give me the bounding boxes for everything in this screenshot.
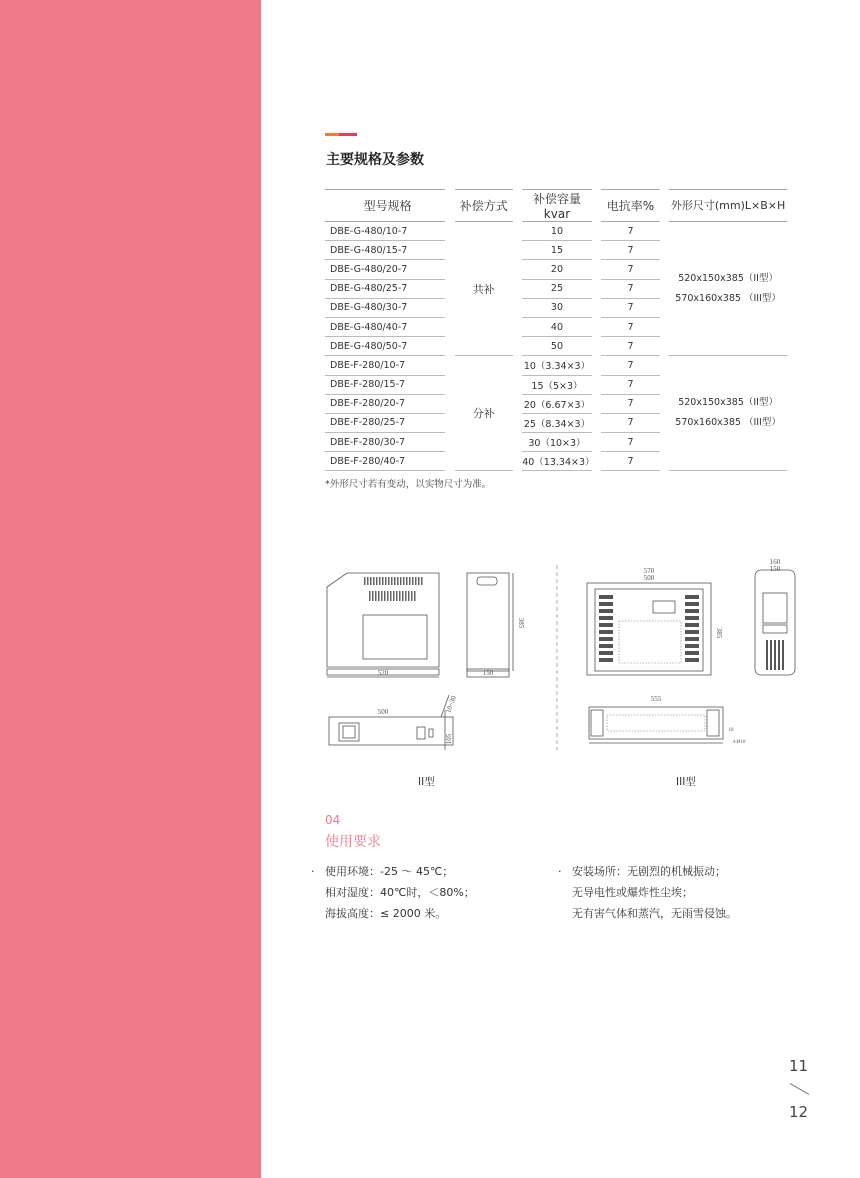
- model-cell: DBE-F-280/15-7: [325, 375, 445, 394]
- req-altitude: 海拔高度：≤ 2000 米。: [325, 907, 447, 920]
- capacity-cell: 10: [522, 222, 592, 241]
- dim-height-3: 385: [715, 627, 723, 639]
- section-title: 主要规格及参数: [326, 152, 424, 168]
- diagram-separator: [555, 565, 559, 750]
- reactance-rate-cell: 7: [601, 260, 659, 279]
- dim-width-front: 520: [377, 669, 389, 677]
- capacity-cell: 20（6.67×3）: [522, 394, 592, 413]
- reactance-rate-cell: 7: [601, 317, 659, 336]
- bullet-marker: ·: [558, 865, 562, 878]
- header-dimensions: 外形尺寸(mm)L×B×H: [669, 190, 787, 222]
- dim-depth-outer: 160: [769, 558, 781, 566]
- table-row: [325, 222, 787, 241]
- table-header-row: [325, 190, 787, 222]
- reactance-rate-cell: 7: [601, 394, 659, 413]
- dimension-line: 570x160x385 （III型）: [675, 292, 781, 304]
- type3-label: III型: [676, 776, 696, 788]
- model-cell: DBE-G-480/40-7: [325, 317, 445, 336]
- spec-table: [325, 189, 787, 471]
- type2-label: II型: [418, 776, 435, 788]
- sidebar-band: [0, 0, 261, 1178]
- dim-depth: 150: [482, 669, 494, 677]
- reactance-rate-cell: 7: [601, 337, 659, 356]
- reactance-rate-cell: 7: [601, 433, 659, 452]
- req-gas: 无有害气体和蒸汽，无雨雪侵蚀。: [572, 907, 737, 920]
- page-number-divider: [790, 1083, 810, 1095]
- capacity-cell: 20: [522, 260, 592, 279]
- req-environment: 使用环境：-25 ～ 45℃；: [325, 865, 454, 878]
- requirements-right: [558, 861, 737, 924]
- dim-height: 385: [517, 617, 525, 629]
- model-cell: DBE-F-280/30-7: [325, 433, 445, 452]
- capacity-cell: 25（8.34×3）: [522, 413, 592, 432]
- usage-requirements-title: 使用要求: [325, 834, 381, 850]
- dimension-line: 570x160x385 （III型）: [675, 417, 781, 429]
- capacity-cell: 15（5×3）: [522, 375, 592, 394]
- type3-diagram: [581, 558, 796, 755]
- dim-width-bottom: 555: [650, 695, 662, 703]
- dimension-line: 520x150x385（II型）: [678, 272, 778, 284]
- reactance-rate-cell: 7: [601, 241, 659, 260]
- model-cell: DBE-F-280/20-7: [325, 394, 445, 413]
- reactance-rate-cell: 7: [601, 279, 659, 298]
- dim-angle: 10~30: [444, 694, 458, 715]
- dimensions-cell: [669, 356, 787, 471]
- page-content: [261, 0, 860, 1178]
- header-mode: 补偿方式: [455, 190, 513, 222]
- capacity-cell: 30（10×3）: [522, 433, 592, 452]
- capacity-cell: 25: [522, 279, 592, 298]
- reactance-rate-cell: 7: [601, 375, 659, 394]
- capacity-cell: 50: [522, 337, 592, 356]
- dim-mount-a: 18: [728, 728, 734, 733]
- header-capacity: 补偿容量kvar: [522, 190, 592, 222]
- compensation-mode-cell: 分补: [455, 356, 513, 471]
- page-number-left: 11: [789, 1057, 809, 1075]
- type2-diagram: [321, 565, 525, 765]
- requirements-left: [311, 861, 475, 924]
- bullet-marker: ·: [311, 865, 315, 878]
- capacity-cell: 30: [522, 298, 592, 317]
- reactance-rate-cell: 7: [601, 413, 659, 432]
- reactance-rate-cell: 7: [601, 356, 659, 375]
- reactance-rate-cell: 7: [601, 222, 659, 241]
- compensation-mode-cell: 共补: [455, 222, 513, 356]
- req-dust: 无导电性或爆炸性尘埃；: [572, 886, 693, 899]
- capacity-cell: 40: [522, 317, 592, 336]
- dimensions-cell: [669, 222, 787, 356]
- capacity-cell: 15: [522, 241, 592, 260]
- capacity-cell: 10（3.34×3）: [522, 356, 592, 375]
- model-cell: DBE-G-480/30-7: [325, 298, 445, 317]
- model-cell: DBE-G-480/10-7: [325, 222, 445, 241]
- model-cell: DBE-F-280/10-7: [325, 356, 445, 375]
- title-accent-bar: [325, 121, 357, 124]
- page-number-right: 12: [789, 1103, 809, 1121]
- reactance-rate-cell: 7: [601, 298, 659, 317]
- section-number: 04: [325, 813, 341, 827]
- capacity-cell: 40（13.34×3）: [522, 452, 592, 471]
- model-cell: DBE-F-280/25-7: [325, 413, 445, 432]
- dim-mount: 105: [445, 733, 453, 745]
- header-model: 型号规格: [325, 190, 445, 222]
- dimension-line: 520x150x385（II型）: [678, 397, 778, 409]
- model-cell: DBE-G-480/50-7: [325, 337, 445, 356]
- dim-width-outer: 570: [643, 567, 655, 575]
- dim-mount-b: 4-Ø10: [732, 740, 746, 745]
- model-cell: DBE-G-480/25-7: [325, 279, 445, 298]
- dimension-note: *外形尺寸若有变动，以实物尺寸为准。: [325, 479, 492, 490]
- reactance-rate-cell: 7: [601, 452, 659, 471]
- dim-width-inner: 500: [643, 574, 655, 582]
- table-row: [325, 356, 787, 375]
- req-installation: 安装场所：无剧烈的机械振动；: [572, 865, 726, 878]
- model-cell: DBE-G-480/20-7: [325, 260, 445, 279]
- req-humidity: 相对湿度：40℃时，＜80%；: [325, 886, 475, 899]
- header-rate: 电抗率%: [601, 190, 659, 222]
- model-cell: DBE-F-280/40-7: [325, 452, 445, 471]
- model-cell: DBE-G-480/15-7: [325, 241, 445, 260]
- dim-width-top: 500: [377, 708, 389, 716]
- dim-depth-inner: 150: [769, 565, 781, 573]
